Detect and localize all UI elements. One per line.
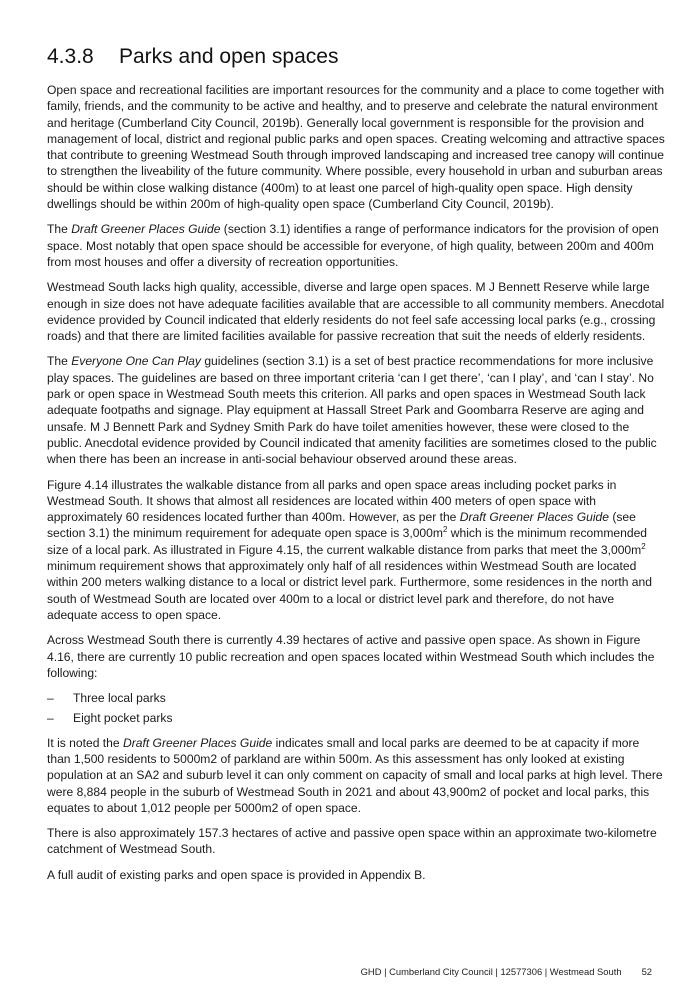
paragraph-lacks-quality: Westmead South lacks high quality, accessible, diverse and large open spaces. M J Bennett Reserve while large enough in size does not have adequate facilities available that are accessible to all community members. Anecdotal evidence provided by Council indicated that elderly residents do not feel safe accessing local parks (e.g., crossing roads) and that there are limited facilities available for passive recreation that suit the needs of elderly residents. [47, 280, 665, 344]
section-heading [47, 44, 665, 70]
italic-guideline-title: Everyone One Can Play [71, 354, 201, 369]
footer-text: GHD | Cumberland City Council | 12577306 | Westmead South [360, 966, 622, 977]
list-item: – Three local parks [47, 691, 166, 706]
page-footer [361, 966, 652, 977]
paragraph-greener-places: The Draft Greener Places Guide (section 3.1) identifies a range of performance indicators for the provision of open space. Most notably that open space should be accessible for everyone, of high quality, between 200m and 400m from most houses and offer a diversity of recreation opportunities. [47, 222, 659, 269]
paragraph-everyone-can-play: The Everyone One Can Play guidelines (section 3.1) is a set of best practice recommendations for more inclusive play spaces. The guidelines are based on three important criteria ‘can I get there’, ‘can I play’, and ‘can I stay’. No park or open space in Westmead South meets this criterion. All parks and open spaces in Westmead South lack adequate footpaths and signage. Play equipment at Hassall Street Park and Goombarra Reserve are aging and unsafe. M J Bennett Park and Sydney Smith Park do have toilet amenities however, these were closed to the public. Anecdotal evidence provided by Council indicated that amenity facilities are sometimes closed to the public when there has been an increase in anti-social behaviour observed around these areas. [47, 354, 657, 467]
page-number: 52 [641, 966, 652, 977]
paragraph-hectares: Across Westmead South there is currently 4.39 hectares of active and passive open space. As shown in Figure 4.16, there are currently 10 public recreation and open spaces located within Westmead South which includes the following: [47, 633, 655, 680]
document-page [47, 44, 665, 892]
italic-guide-title: Draft Greener Places Guide [122, 735, 273, 750]
section-number: 4.3.8 [47, 45, 94, 68]
paragraph-catchment: There is also approximately 157.3 hectares of active and passive open space within an approximate two-kilometre catchment of Westmead South. [47, 826, 657, 857]
paragraph-intro: Open space and recreational facilities are important resources for the community and a place to come together with family, friends, and the community to be active and healthy, and to preserve and celebrate the natural environment and heritage (Cumberland City Council, 2019b). Generally local government is responsible for the provision and management of local, district and regional public parks and open spaces. Creating welcoming and attractive spaces that contribute to greening Westmead South through improved landscaping and increased tree canopy will continue to strengthen the liveability of the future community. Where possible, every household in urban and suburban areas should be within close walking distance (400m) to at least one parcel of high-quality open space. High density dwellings should be within 200m of high-quality open space (Cumberland City Council, 2019b). [47, 83, 665, 212]
park-list [47, 690, 665, 727]
list-item: – Eight pocket parks [47, 711, 173, 726]
paragraph-walkable-distance: Figure 4.14 illustrates the walkable distance from all parks and open space areas including pocket parks in Westmead South. It shows that almost all residences are located within 400 meters of open space with approximately 60 residences located further than 400m. However, as per the Draft Greener Places Guide (see section 3.1) the minimum requirement for adequate open space is $3,000m^2$ which is the minimum recommended size of a local park. As illustrated in Figure 4.15, the current walkable distance from parks that meet the $3,000m^2$ minimum requirement shows that approximately only half of all residences within Westmead South are located within 200 meters walking distance to a local or district level park. Furthermore, some residences in the north and south of Westmead South are located over 400m to a local or district level park and therefore, do not have adequate access to open space. [47, 477, 652, 622]
paragraph-appendix: A full audit of existing parks and open space is provided in Appendix B. [47, 867, 426, 882]
italic-guide-title: Draft Greener Places Guide [71, 222, 221, 237]
italic-guide-title: Draft Greener Places Guide [459, 510, 609, 525]
section-title: Parks and open spaces [119, 45, 339, 68]
paragraph-capacity: It is noted the Draft Greener Places Guide indicates small and local parks are deemed to be at capacity if more than 1,500 residents to 5000m2 of parkland are within 500m. As this assessment has only looked at existing population at an SA2 and suburb level it can only comment on capacity of small and local parks at high level. There were 8,884 people in the suburb of Westmead South in 2021 and about 43,900m2 of pocket and local parks, this equates to about 1,012 people per 5000m2 of open space. [47, 735, 663, 815]
